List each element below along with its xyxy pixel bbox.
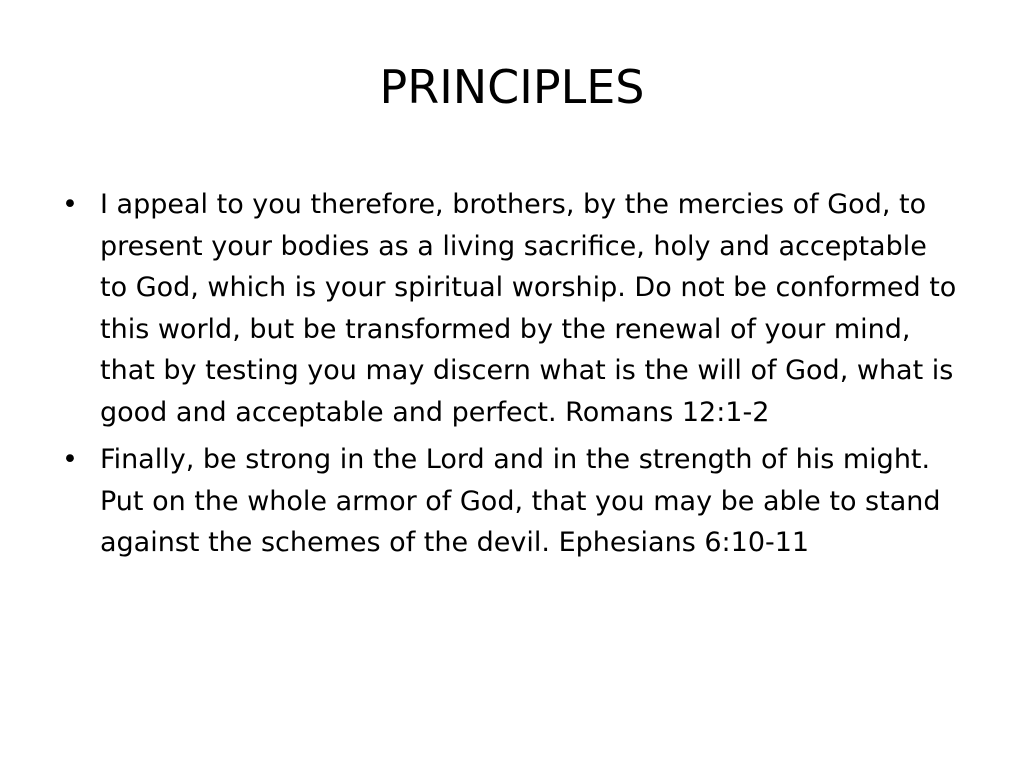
bullet-icon: • [62, 189, 78, 220]
slide-title: PRINCIPLES [379, 60, 645, 114]
bullet-text: I appeal to you therefore, brothers, by the mercies of God, to present your bodies as a living sacrifice, holy and acceptable to God, which is your spiritual worship. Do not be conformed to this world, but be transformed by the renewal of your mind, that by testing you may discern what is the will of God, what is good and acceptable and perfect. Romans 12:1-2 [100, 189, 957, 428]
bullet-text: Finally, be strong in the Lord and in the strength of his might. Put on the whole armor of God, that you may be able to stand against the schemes of the devil. Ephesians 6:10-11 [100, 444, 941, 558]
bullet-icon: • [62, 444, 78, 475]
bullet-item-ephesians [62, 439, 962, 564]
bullet-item-romans [62, 184, 962, 433]
bullet-list [62, 184, 962, 570]
